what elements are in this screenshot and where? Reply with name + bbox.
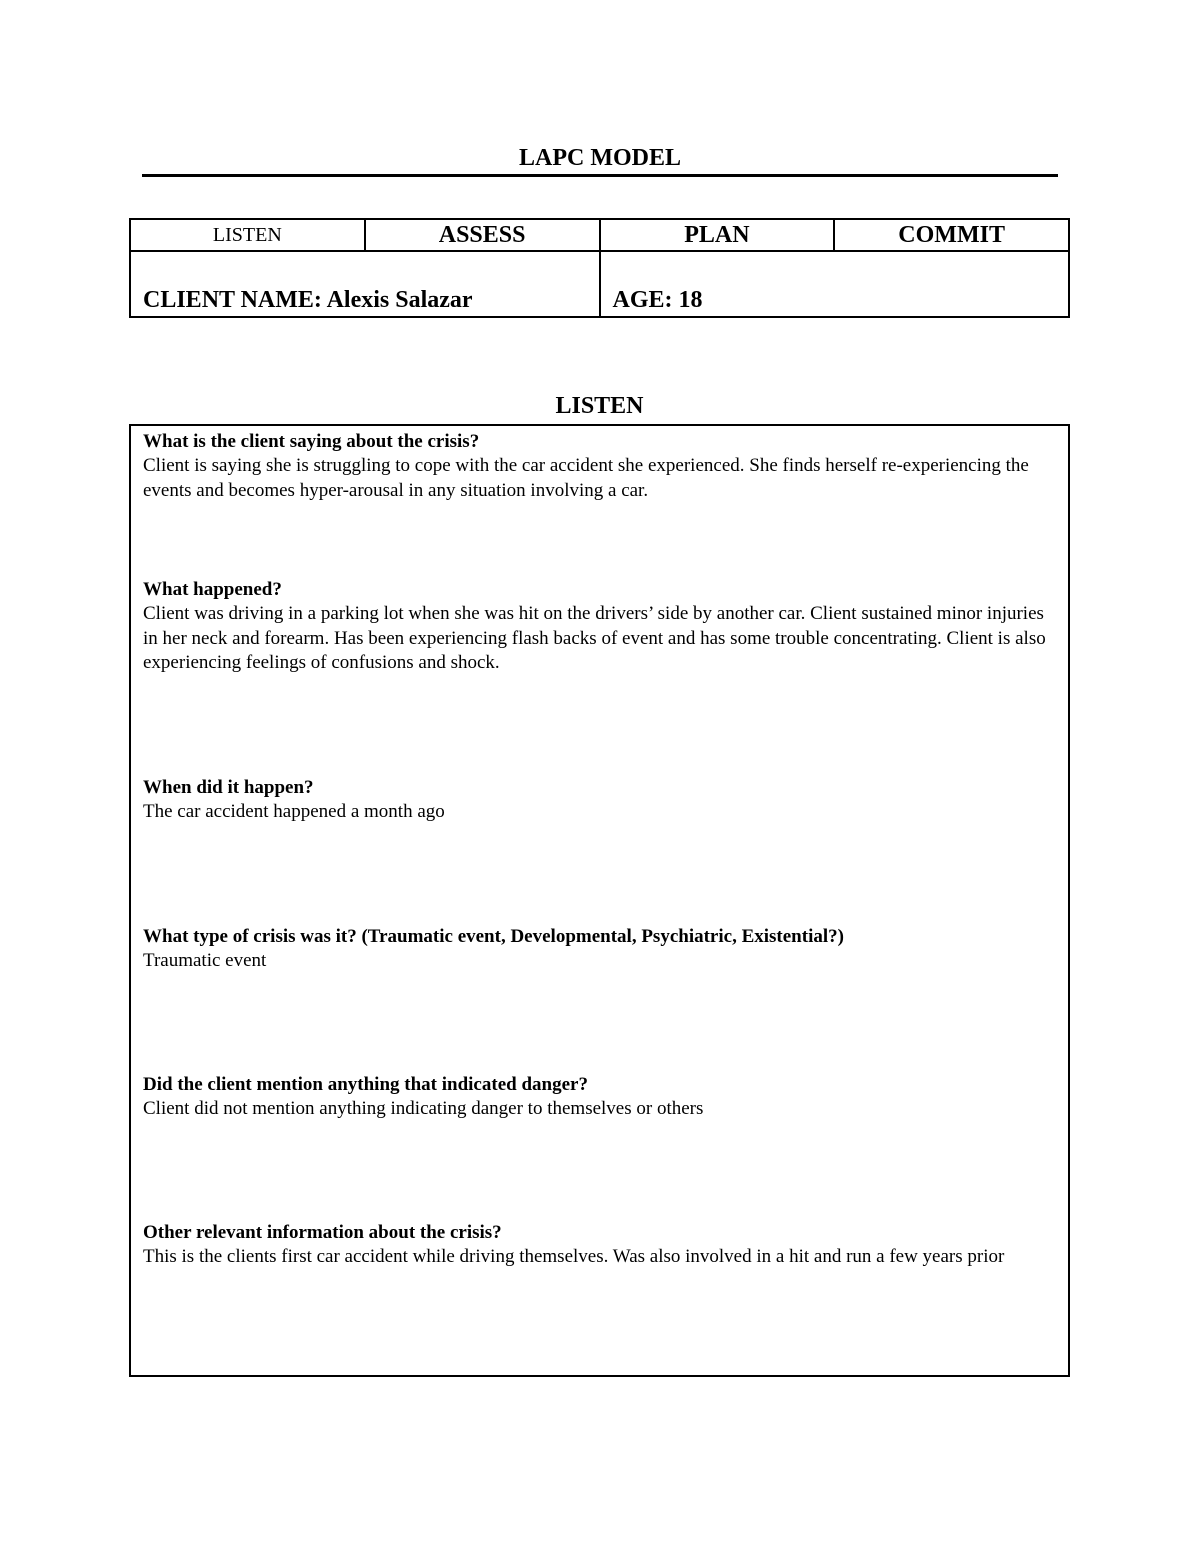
answer: Client was driving in a parking lot when she was hit on the drivers’ side by another car. Client sustained minor injuries in her neck and forearm. Has been experiencing flash backs of event and has some trouble concentrating. Client is also experiencing feelings of confusions and shock. bbox=[143, 603, 1046, 673]
section-title-listen: LISTEN bbox=[555, 393, 644, 419]
qa-item bbox=[143, 1073, 1048, 1122]
qa-item bbox=[143, 925, 1048, 974]
question: Other relevant information about the crisis? bbox=[143, 1222, 502, 1243]
client-age: AGE: 18 bbox=[600, 251, 1070, 317]
step-assess: ASSESS bbox=[365, 219, 600, 251]
qa-item bbox=[143, 1221, 1048, 1270]
client-row bbox=[130, 251, 1069, 317]
client-name: CLIENT NAME: Alexis Salazar bbox=[130, 251, 600, 317]
step-commit: COMMIT bbox=[834, 219, 1069, 251]
listen-box bbox=[129, 424, 1070, 1377]
step-listen: LISTEN bbox=[130, 219, 365, 251]
answer: Client is saying she is struggling to cope with the car accident she experienced. She finds herself re-experiencing the events and becomes hyper-arousal in any situation involving a car. bbox=[143, 455, 1029, 501]
question: What is the client saying about the crisis? bbox=[143, 431, 480, 452]
qa-item bbox=[143, 776, 1048, 825]
question: Did the client mention anything that indicated danger? bbox=[143, 1074, 588, 1095]
question: When did it happen? bbox=[143, 777, 314, 798]
question: What type of crisis was it? (Traumatic event, Developmental, Psychiatric, Existential?) bbox=[143, 926, 844, 947]
page-title: LAPC MODEL bbox=[519, 145, 681, 171]
step-plan: PLAN bbox=[600, 219, 835, 251]
lapc-header-table bbox=[129, 218, 1070, 318]
steps-row bbox=[130, 219, 1069, 251]
answer: Client did not mention anything indicating danger to themselves or others bbox=[143, 1098, 704, 1119]
answer: Traumatic event bbox=[143, 950, 267, 971]
answer: This is the clients first car accident while driving themselves. Was also involved in a hit and run a few years prior bbox=[143, 1246, 1005, 1267]
title-rule bbox=[142, 174, 1058, 177]
answer: The car accident happened a month ago bbox=[143, 801, 445, 822]
qa-item bbox=[143, 578, 1048, 676]
qa-item bbox=[143, 430, 1048, 503]
question: What happened? bbox=[143, 579, 282, 600]
